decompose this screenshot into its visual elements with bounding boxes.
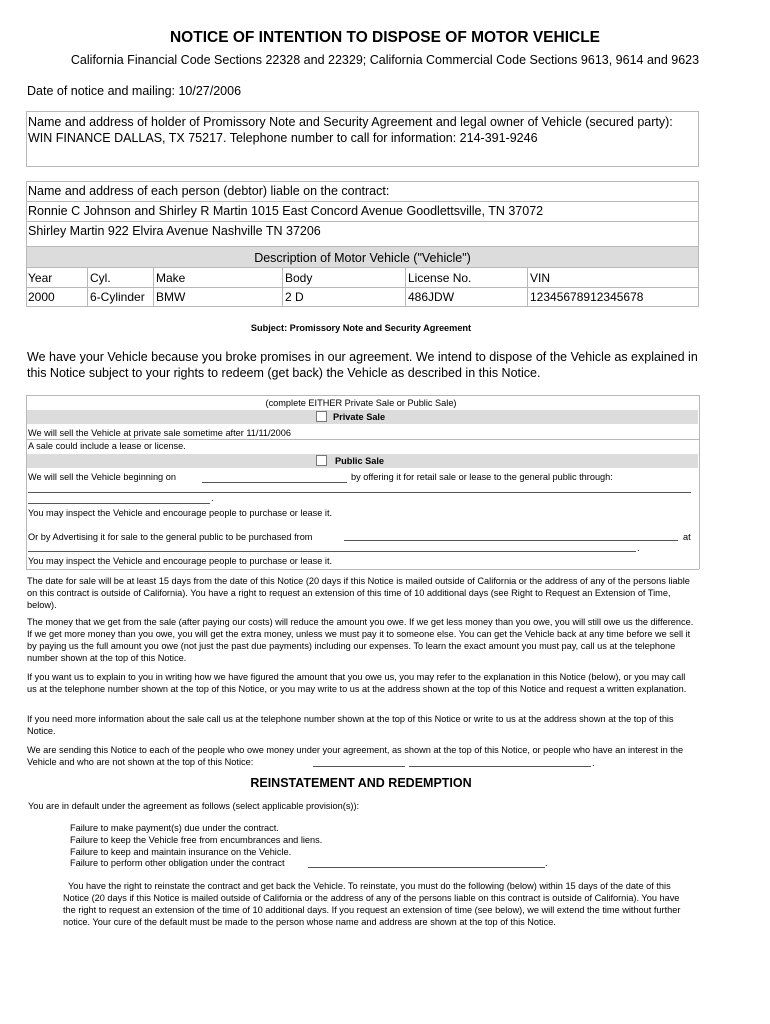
divider: [26, 201, 699, 202]
vehicle-header: Description of Motor Vehicle ("Vehicle"): [254, 251, 471, 265]
inspect-text-2: You may inspect the Vehicle and encourage people to purchase or lease it.: [28, 556, 333, 566]
public-sale-begin-label: We will sell the Vehicle beginning on: [28, 472, 176, 482]
reinstate-right-paragraph: You have the right to reinstate the contract and get back the Vehicle. To reinstate, you must do the following (below) within 15 days of the date of this Notice (20 days if this Notice is mailed outside of California or the address of any of the persons liable on this contract is outside of California). You have the right to request an extension of the time of 10 additional days. If you request an extension of time (see below), we will extend the time without further notice. Your cure of the default must be made to the person whose name and address are shown at the top of this Notice.: [63, 881, 681, 927]
holder-label: Name and address of holder of Promissory Note and Security Agreement and legal owner of Vehicle (secured party):: [28, 115, 673, 129]
private-sale-date[interactable]: We will sell the Vehicle at private sale sometime after 11/11/2006: [28, 428, 291, 438]
divider: [527, 267, 528, 307]
advertising-field[interactable]: [344, 540, 678, 541]
vehicle-cyl[interactable]: 6-Cylinder: [90, 290, 145, 304]
public-sale-checkbox[interactable]: [316, 455, 327, 466]
provision-encumbrances[interactable]: Failure to keep the Vehicle free from encumbrances and liens.: [70, 835, 323, 845]
divider: [26, 287, 699, 288]
money-paragraph: The money that we get from the sale (after paying our costs) will reduce the amount you owe. If we get less money than you owe, you will still owe us the difference. If we get more money than you owe, you will get the extra money, unless we must pay it to someone else. You can get the Vehicle back at any time before we sell it by paying us the full amount you owe (not just the past due payments) including our expenses. To learn the exact amount you must pay, call us at the telephone number shown at the top of this Notice.: [27, 617, 694, 663]
divider: [26, 267, 699, 268]
page-title: NOTICE OF INTENTION TO DISPOSE OF MOTOR VEHICLE: [169, 29, 600, 46]
vehicle-body[interactable]: 2 D: [285, 290, 304, 304]
sale-instruction: (complete EITHER Private Sale or Public Sale): [265, 398, 457, 408]
divider: [405, 267, 406, 307]
subject: Subject: Promissory Note and Security Agreement: [250, 323, 472, 333]
divider: [282, 267, 283, 307]
explain-paragraph: If you want us to explain to you in writing how we have figured the amount that you owe us, you may refer to the explanation in this Notice (below), or you may call us at the telephone number shown at the top of this Notice, or you may write to us at the address shown at the top of this Notice and request a written explanation.: [27, 672, 687, 694]
divider: [26, 221, 699, 222]
vehicle-license[interactable]: 486JDW: [408, 290, 455, 304]
notice-date: Date of notice and mailing: 10/27/2006: [27, 84, 242, 98]
reinstatement-heading: REINSTATEMENT AND REDEMPTION: [250, 776, 472, 790]
divider: [153, 267, 154, 307]
public-sale-label: Public Sale: [335, 456, 385, 466]
vehicle-year[interactable]: 2000: [28, 290, 55, 304]
private-sale-checkbox[interactable]: [316, 411, 327, 422]
private-sale-lease-note: A sale could include a lease or license.: [28, 441, 186, 451]
debtor-line-1[interactable]: Ronnie C Johnson and Shirley R Martin 1015 East Concord Avenue Goodlettsville, TN 37072: [28, 204, 544, 218]
divider: [87, 267, 88, 307]
divider: [26, 395, 27, 569]
more-info-paragraph: If you need more information about the sale call us at the telephone number shown at the top of this Notice or write to us at the address shown at the top of this Notice.: [27, 714, 674, 736]
sending-paragraph: We are sending this Notice to each of the people who owe money under your agreement, as shown at the top of this Notice, or people who have an interest in the Vehicle and who are not shown at the top of this Notice:: [27, 745, 684, 767]
debtors-label: Name and address of each person (debtor) liable on the contract:: [28, 184, 390, 198]
private-sale-label: Private Sale: [333, 412, 386, 422]
advertising-label: Or by Advertising it for sale to the general public to be purchased from: [28, 532, 313, 542]
divider: [26, 395, 699, 396]
provision-payment[interactable]: Failure to make payment(s) due under the contract.: [70, 823, 279, 833]
col-cyl-header: Cyl.: [90, 271, 111, 285]
col-year-header: Year: [28, 271, 53, 285]
date-for-sale-paragraph: The date for sale will be at least 15 days from the date of this Notice (20 days if this Notice is mailed outside of California or the address of any of the persons liable on this contract is outside of California). You have a right to request an extension of this time of 10 additional days (see Right to Request an Extension of Time, below).: [27, 576, 690, 610]
col-make-header: Make: [156, 271, 186, 285]
vehicle-make[interactable]: BMW: [156, 290, 186, 304]
public-sale-through-field[interactable]: [28, 492, 691, 493]
public-sale-offer-text: by offering it for retail sale or lease to the general public through:: [351, 472, 613, 482]
debtor-line-2[interactable]: Shirley Martin 922 Elvira Avenue Nashville TN 37206: [28, 224, 321, 238]
divider: [26, 569, 699, 570]
vehicle-vin[interactable]: 12345678912345678: [530, 290, 644, 304]
other-obligation-field[interactable]: [308, 867, 545, 868]
holder-value[interactable]: WIN FINANCE DALLAS, TX 75217. Telephone number to call for information: 214-391-9246: [28, 131, 538, 145]
inspect-text-1: You may inspect the Vehicle and encourage people to purchase or lease it.: [28, 508, 333, 518]
sending-field-2[interactable]: [409, 766, 591, 767]
col-vin-header: VIN: [530, 271, 551, 285]
advertising-at-label: at: [683, 532, 691, 542]
col-body-header: Body: [285, 271, 313, 285]
sending-field-1[interactable]: [313, 766, 405, 767]
default-intro: You are in default under the agreement as follows (select applicable provision(s)):: [28, 801, 360, 811]
provision-other[interactable]: Failure to perform other obligation under the contract: [70, 858, 285, 868]
page-subtitle: California Financial Code Sections 22328 and 22329; California Commercial Code Sections 9613, 9614 and 9623: [70, 53, 700, 67]
intro-text: We have your Vehicle because you broke promises in our agreement. We intend to dispose of the Vehicle as explained in this Notice subject to your rights to redeem (get back) the Vehicle as described in this Notice.: [27, 350, 698, 380]
debtor-vehicle-box: [26, 181, 699, 307]
provision-insurance[interactable]: Failure to keep and maintain insurance on the Vehicle.: [70, 847, 292, 857]
public-sale-date-field[interactable]: [202, 482, 347, 483]
public-sale-through-field-2[interactable]: [28, 503, 210, 504]
col-license-header: License No.: [408, 271, 472, 285]
advertising-address-field[interactable]: [28, 551, 636, 552]
divider: [699, 395, 700, 569]
